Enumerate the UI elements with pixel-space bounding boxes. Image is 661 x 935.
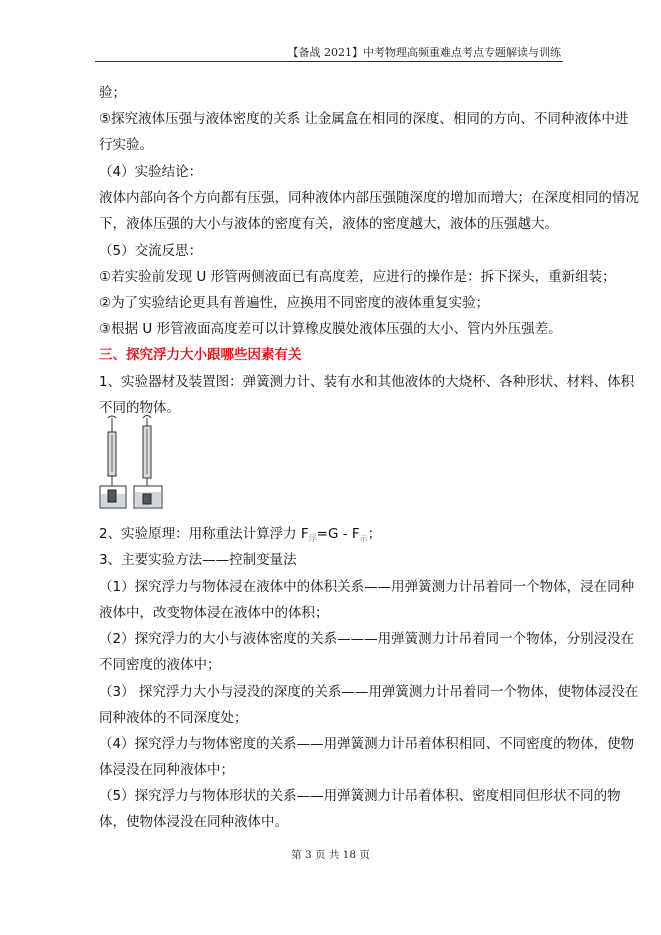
spring-scale-apparatus-figure <box>96 412 176 512</box>
page-footer: 第 3 页 共 18 页 <box>291 849 370 861</box>
beaker-right <box>134 486 162 508</box>
principle-subscript-buoyancy: 浮 <box>308 534 317 543</box>
text-line: （5）交流反思： <box>99 243 203 259</box>
text-line: 验； <box>99 85 126 101</box>
text-line: 行实验。 <box>99 137 153 153</box>
header-rule <box>95 61 563 62</box>
text-line: 下，液体压强的大小与液体的密度有关，液体的密度越大，液体的压强越大。 <box>99 216 558 232</box>
text-line: （2）探究浮力的大小与液体密度的关系———用弹簧测力计吊着同一个物体，分别浸没在 <box>99 631 635 647</box>
text-line: （4）探究浮力与物体密度的关系——用弹簧测力计吊着体积相同、不同密度的物体，使物 <box>99 736 635 752</box>
text-line: ③根据 U 形管液面高度差可以计算橡皮膜处液体压强的大小、管内外压强差。 <box>99 321 562 337</box>
principle-middle: =G - F <box>316 526 360 542</box>
text-line: ①若实验前发现 U 形管两侧液面已有高度差，应进行的操作是：拆下探头，重新组装； <box>99 269 616 285</box>
spring-scale-right <box>143 416 151 491</box>
text-line: （1）探究浮力与物体浸在液体中的体积关系——用弹簧测力计吊着同一个物体，浸在同种 <box>99 579 635 595</box>
text-line: 体，使物体浸没在同种液体中。 <box>99 814 288 830</box>
beaker-left <box>100 486 126 508</box>
principle-line <box>99 525 381 548</box>
section-heading: 三、探究浮力大小跟哪些因素有关 <box>99 347 302 363</box>
text-line: 1、实验器材及装置图：弹簧测力计、装有水和其他液体的大烧杯、各种形状、材料、体积 <box>99 374 635 390</box>
text-line: 液体中，改变物体浸在液体中的体积； <box>99 605 329 621</box>
text-line: 体浸没在同种液体中； <box>99 762 234 778</box>
text-line: （4）实验结论： <box>99 164 203 180</box>
text-line: 不同的物体。 <box>99 400 180 416</box>
principle-suffix: ； <box>367 526 382 542</box>
text-line: （3） 探究浮力大小与浸没的深度的关系——用弹簧测力计吊着同一个物体，使物体浸没在 <box>99 684 639 700</box>
page-header: 【备战 2021】中考物理高频重难点考点专题解读与训练 <box>287 46 561 59</box>
text-line: 液体内部向各个方向都有压强，同种液体内部压强随深度的增加而增大；在深度相同的情况 <box>99 190 639 206</box>
principle-prefix: 2、实验原理：用称重法计算浮力 F <box>99 526 309 542</box>
text-line: （5）探究浮力与物体形状的关系——用弹簧测力计吊着体积、密度相同但形状不同的物 <box>99 788 621 804</box>
text-line: ②为了实验结论更具有普遍性，应换用不同密度的液体重复实验； <box>99 295 490 311</box>
text-line: 不同密度的液体中； <box>99 657 221 673</box>
principle-subscript-reading: 示 <box>359 534 368 543</box>
text-line: ⑤探究液体压强与液体密度的关系 让金属盒在相同的深度、相同的方向、不同种液体中进 <box>99 111 629 127</box>
text-line: 同种液体的不同深度处； <box>99 710 248 726</box>
spring-scale-left <box>108 416 116 486</box>
text-line: 3、主要实验方法——控制变量法 <box>99 552 297 568</box>
